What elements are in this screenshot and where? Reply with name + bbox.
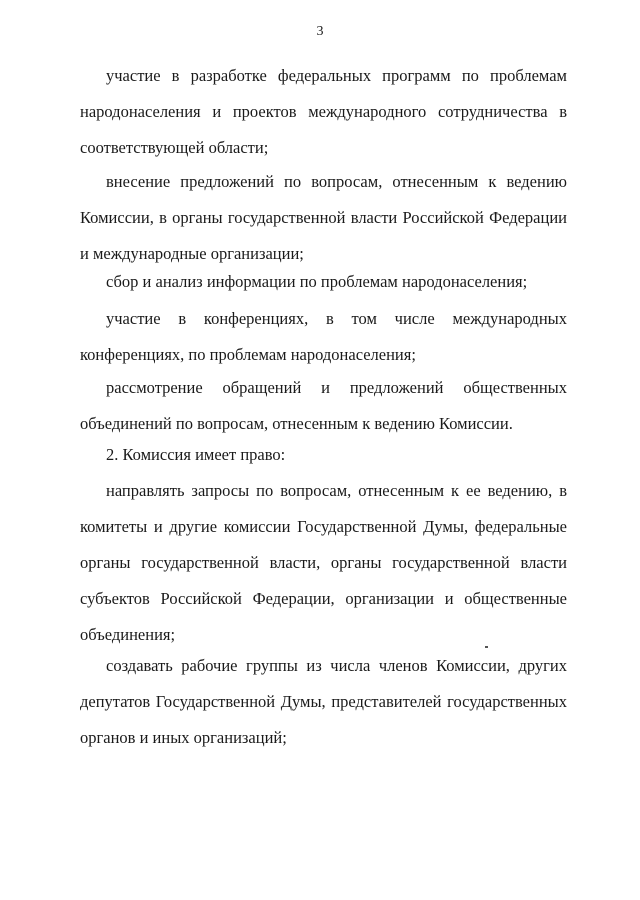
paragraph-submitting-proposals: внесение предложений по вопросам, отнесенным к ведению Комиссии, в органы государственной власти Российской Федерации и международные организации; (80, 172, 567, 263)
scan-mark (485, 646, 488, 648)
paragraph-commission-rights-heading: 2. Комиссия имеет право: (106, 445, 286, 464)
paragraph-appeals-review: рассмотрение обращений и предложений общественных объединений по вопросам, отнесенным к ведению Комиссии. (80, 378, 567, 433)
paragraph-information-analysis: сбор и анализ информации по проблемам народонаселения; (106, 272, 528, 291)
paragraph-participation-programs: участие в разработке федеральных программ по проблемам народонаселения и проектов международного сотрудничества в соответствующей области; (80, 66, 567, 157)
paragraph-send-requests: направлять запросы по вопросам, отнесенным к ее ведению, в комитеты и другие комиссии Государственной Думы, федеральные органы государственной власти, органы государственной власти субъектов Российской Федерации, организации и общественные объединения; (80, 481, 567, 644)
paragraph-working-groups: создавать рабочие группы из числа членов Комиссии, других депутатов Государственной Думы, представителей государственных органов и иных организаций; (80, 656, 567, 747)
page-number: 3 (316, 24, 324, 39)
paragraph-conferences: участие в конференциях, в том числе международных конференциях, по проблемам народонаселения; (80, 309, 567, 364)
